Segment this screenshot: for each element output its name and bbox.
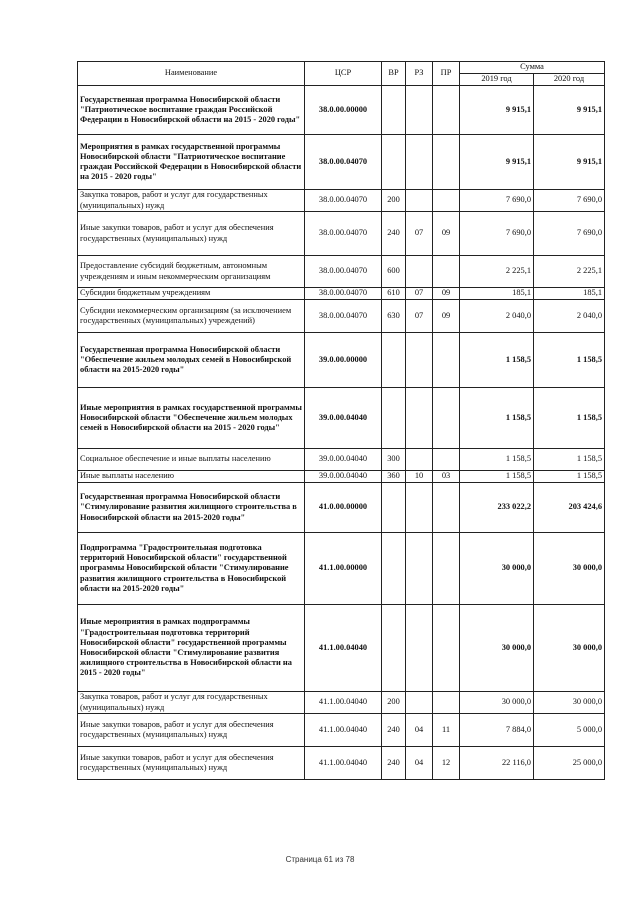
- cell-vr: 360: [382, 471, 406, 483]
- table-row: [78, 190, 605, 212]
- cell-2019: 9 915,1: [460, 135, 534, 190]
- cell-name: Подпрограмма "Градостроительная подготовка территорий Новосибирской области" государственной программы Новосибирской области "Стимулирование развития жилищного строительства в Новосибирской области на 2015-2020 годы": [78, 533, 305, 605]
- cell-csr: 38.0.00.04070: [305, 288, 382, 300]
- cell-csr: 41.1.00.04040: [305, 605, 382, 692]
- cell-2019: 7 884,0: [460, 714, 534, 747]
- cell-2019: 1 158,5: [460, 333, 534, 388]
- cell-pr: 09: [433, 288, 460, 300]
- cell-name: Государственная программа Новосибирской области "Патриотическое воспитание граждан Российской Федерации в Новосибирской области на 2015 - 2020 годы": [78, 86, 305, 135]
- cell-csr: 41.0.00.00000: [305, 483, 382, 533]
- cell-name: Государственная программа Новосибирской области "Стимулирование развития жилищного строительства в Новосибирской области на 2015-2020 годы": [78, 483, 305, 533]
- cell-rz: [406, 333, 433, 388]
- cell-vr: 610: [382, 288, 406, 300]
- cell-2020: 2 040,0: [534, 300, 605, 333]
- col-header-2019: 2019 год: [460, 74, 534, 86]
- cell-2020: 1 158,5: [534, 471, 605, 483]
- cell-name: Иные закупки товаров, работ и услуг для обеспечения государственных (муниципальных) нужд: [78, 747, 305, 780]
- cell-2020: 2 225,1: [534, 256, 605, 288]
- cell-rz: [406, 256, 433, 288]
- table-row: [78, 300, 605, 333]
- cell-pr: [433, 135, 460, 190]
- cell-2019: 30 000,0: [460, 533, 534, 605]
- col-header-name: Наименование: [78, 62, 305, 86]
- table-row: [78, 747, 605, 780]
- cell-vr: [382, 333, 406, 388]
- budget-table: [77, 61, 605, 780]
- cell-2020: 1 158,5: [534, 388, 605, 449]
- cell-name: Субсидии некоммерческим организациям (за исключением государственных (муниципальных) учреждений): [78, 300, 305, 333]
- cell-pr: [433, 86, 460, 135]
- cell-vr: [382, 388, 406, 449]
- cell-name: Мероприятия в рамках государственной программы Новосибирской области "Патриотическое воспитание граждан Российской Федерации в Новосибирской области на 2015 - 2020 годы": [78, 135, 305, 190]
- cell-vr: 630: [382, 300, 406, 333]
- cell-pr: 09: [433, 212, 460, 256]
- cell-name: Предоставление субсидий бюджетным, автономным учреждениям и иным некоммерческим организациям: [78, 256, 305, 288]
- cell-csr: 41.1.00.04040: [305, 692, 382, 714]
- cell-pr: 12: [433, 747, 460, 780]
- cell-2020: 7 690,0: [534, 212, 605, 256]
- cell-vr: [382, 86, 406, 135]
- table-body: [78, 86, 605, 780]
- cell-pr: [433, 483, 460, 533]
- cell-2020: 203 424,6: [534, 483, 605, 533]
- table-row: [78, 605, 605, 692]
- col-header-sum: Сумма: [460, 62, 605, 74]
- cell-vr: 200: [382, 692, 406, 714]
- cell-name: Иные мероприятия в рамках подпрограммы "Градостроительная подготовка территорий Новосибирской области" государственной программы Новосибирской области "Стимулирование развития жилищного строительства в Новосибирской области на 2015 - 2020 годы": [78, 605, 305, 692]
- cell-pr: 11: [433, 714, 460, 747]
- cell-name: Социальное обеспечение и иные выплаты населению: [78, 449, 305, 471]
- table-row: [78, 333, 605, 388]
- table-row: [78, 471, 605, 483]
- cell-csr: 38.0.00.04070: [305, 135, 382, 190]
- cell-2019: 7 690,0: [460, 190, 534, 212]
- cell-2019: 2 040,0: [460, 300, 534, 333]
- cell-csr: 39.0.00.04040: [305, 471, 382, 483]
- cell-2019: 30 000,0: [460, 692, 534, 714]
- cell-rz: 04: [406, 714, 433, 747]
- cell-rz: 07: [406, 288, 433, 300]
- cell-2020: 25 000,0: [534, 747, 605, 780]
- cell-rz: [406, 605, 433, 692]
- cell-name: Иные закупки товаров, работ и услуг для обеспечения государственных (муниципальных) нужд: [78, 714, 305, 747]
- cell-csr: 39.0.00.04040: [305, 388, 382, 449]
- cell-2019: 2 225,1: [460, 256, 534, 288]
- cell-name: Субсидии бюджетным учреждениям: [78, 288, 305, 300]
- cell-csr: 41.1.00.04040: [305, 714, 382, 747]
- cell-vr: 240: [382, 747, 406, 780]
- table-row: [78, 388, 605, 449]
- cell-rz: [406, 388, 433, 449]
- cell-rz: [406, 692, 433, 714]
- cell-csr: 39.0.00.04040: [305, 449, 382, 471]
- table-row: [78, 692, 605, 714]
- cell-csr: 41.1.00.00000: [305, 533, 382, 605]
- cell-rz: [406, 190, 433, 212]
- cell-vr: [382, 135, 406, 190]
- table-row: [78, 135, 605, 190]
- cell-csr: 41.1.00.04040: [305, 747, 382, 780]
- table-row: [78, 86, 605, 135]
- cell-2020: 185,1: [534, 288, 605, 300]
- table-row: [78, 483, 605, 533]
- cell-pr: [433, 449, 460, 471]
- cell-vr: [382, 533, 406, 605]
- cell-2019: 1 158,5: [460, 471, 534, 483]
- cell-name: Закупка товаров, работ и услуг для государственных (муниципальных) нужд: [78, 692, 305, 714]
- cell-2020: 30 000,0: [534, 692, 605, 714]
- cell-name: Иные выплаты населению: [78, 471, 305, 483]
- cell-pr: [433, 190, 460, 212]
- table-row: [78, 449, 605, 471]
- cell-2019: 1 158,5: [460, 388, 534, 449]
- cell-vr: 240: [382, 714, 406, 747]
- cell-name: Иные закупки товаров, работ и услуг для обеспечения государственных (муниципальных) нужд: [78, 212, 305, 256]
- page-footer: Страница 61 из 78: [285, 855, 355, 864]
- cell-rz: 07: [406, 300, 433, 333]
- cell-csr: 38.0.00.04070: [305, 190, 382, 212]
- cell-rz: 04: [406, 747, 433, 780]
- cell-csr: 39.0.00.00000: [305, 333, 382, 388]
- cell-pr: [433, 256, 460, 288]
- cell-2020: 30 000,0: [534, 605, 605, 692]
- col-header-csr: ЦСР: [305, 62, 382, 86]
- cell-pr: [433, 388, 460, 449]
- cell-2019: 22 116,0: [460, 747, 534, 780]
- budget-sheet: [77, 61, 604, 780]
- cell-rz: [406, 449, 433, 471]
- col-header-rz: РЗ: [406, 62, 433, 86]
- cell-pr: [433, 692, 460, 714]
- cell-rz: [406, 533, 433, 605]
- table-row: [78, 256, 605, 288]
- cell-2020: 1 158,5: [534, 449, 605, 471]
- cell-pr: 03: [433, 471, 460, 483]
- cell-csr: 38.0.00.04070: [305, 256, 382, 288]
- cell-2020: 1 158,5: [534, 333, 605, 388]
- cell-csr: 38.0.00.04070: [305, 212, 382, 256]
- cell-2019: 9 915,1: [460, 86, 534, 135]
- table-row: [78, 533, 605, 605]
- cell-2020: 9 915,1: [534, 86, 605, 135]
- cell-2020: 30 000,0: [534, 533, 605, 605]
- col-header-vr: ВР: [382, 62, 406, 86]
- cell-2019: 30 000,0: [460, 605, 534, 692]
- cell-pr: 09: [433, 300, 460, 333]
- cell-pr: [433, 333, 460, 388]
- cell-name: Государственная программа Новосибирской области "Обеспечение жильем молодых семей в Новосибирской области на 2015-2020 годы": [78, 333, 305, 388]
- cell-rz: 10: [406, 471, 433, 483]
- cell-2020: 7 690,0: [534, 190, 605, 212]
- col-header-pr: ПР: [433, 62, 460, 86]
- table-row: [78, 288, 605, 300]
- cell-rz: [406, 483, 433, 533]
- cell-csr: 38.0.00.04070: [305, 300, 382, 333]
- cell-2019: 1 158,5: [460, 449, 534, 471]
- cell-2020: 5 000,0: [534, 714, 605, 747]
- cell-vr: 200: [382, 190, 406, 212]
- cell-2019: 233 022,2: [460, 483, 534, 533]
- cell-rz: 07: [406, 212, 433, 256]
- cell-vr: 240: [382, 212, 406, 256]
- cell-2019: 7 690,0: [460, 212, 534, 256]
- cell-vr: 300: [382, 449, 406, 471]
- cell-name: Закупка товаров, работ и услуг для государственных (муниципальных) нужд: [78, 190, 305, 212]
- cell-rz: [406, 86, 433, 135]
- cell-csr: 38.0.00.00000: [305, 86, 382, 135]
- cell-rz: [406, 135, 433, 190]
- cell-2020: 9 915,1: [534, 135, 605, 190]
- cell-pr: [433, 533, 460, 605]
- cell-vr: 600: [382, 256, 406, 288]
- cell-name: Иные мероприятия в рамках государственной программы Новосибирской области "Обеспечение жильем молодых семей в Новосибирской области на 2015 - 2020 годы": [78, 388, 305, 449]
- cell-vr: [382, 483, 406, 533]
- cell-2019: 185,1: [460, 288, 534, 300]
- cell-pr: [433, 605, 460, 692]
- table-row: [78, 212, 605, 256]
- cell-vr: [382, 605, 406, 692]
- col-header-2020: 2020 год: [534, 74, 605, 86]
- table-row: [78, 714, 605, 747]
